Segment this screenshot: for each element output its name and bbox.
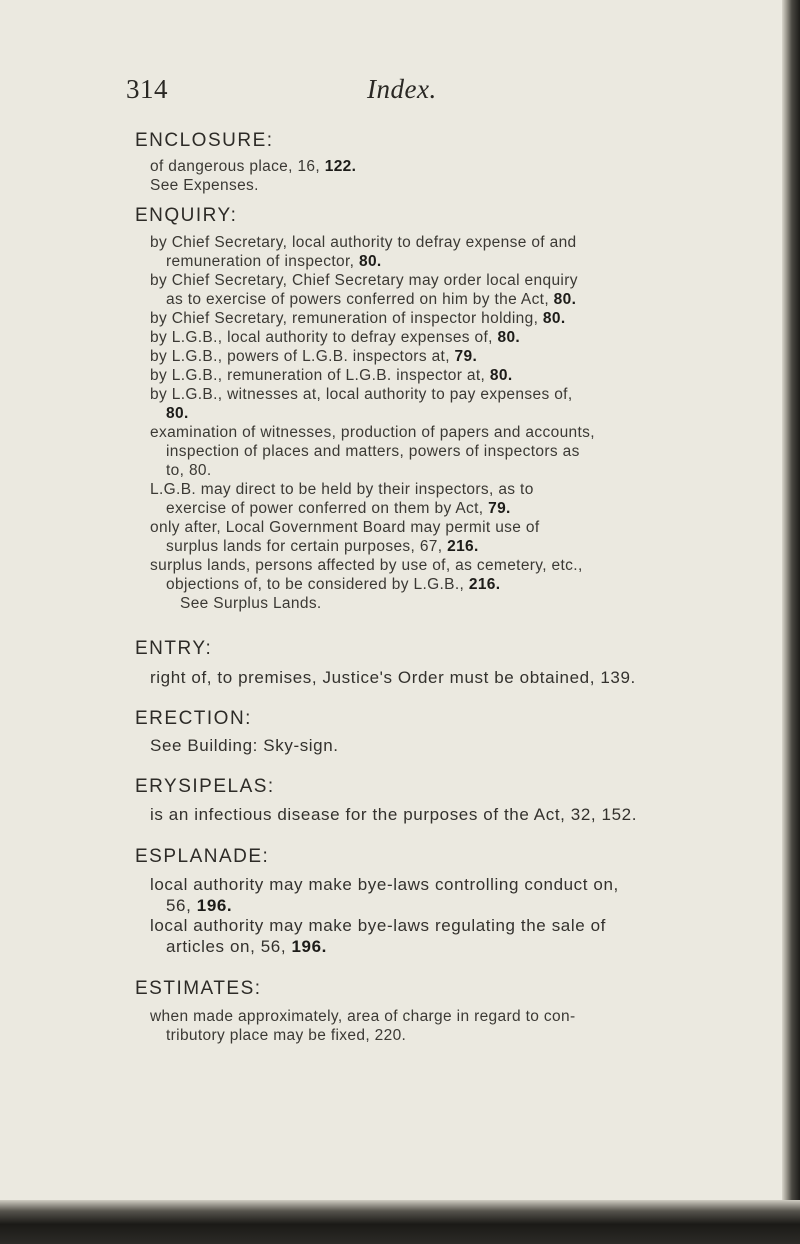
index-entry: as to exercise of powers conferred on him by the Act, 80. xyxy=(166,291,577,308)
index-entry: See Building: Sky-sign. xyxy=(150,736,339,755)
index-entry: See Expenses. xyxy=(150,177,259,194)
index-entry: right of, to premises, Justice's Order must be obtained, 139. xyxy=(150,668,636,687)
section-heading: ERECTION: xyxy=(135,708,252,729)
index-entry: by Chief Secretary, Chief Secretary may order local enquiry xyxy=(150,272,578,289)
section-heading: ERYSIPELAS: xyxy=(135,776,275,797)
index-entry: examination of witnesses, production of papers and accounts, xyxy=(150,424,595,441)
index-entry: of dangerous place, 16, 122. xyxy=(150,158,357,175)
index-entry: by L.G.B., local authority to defray expenses of, 80. xyxy=(150,329,521,346)
index-entry: by Chief Secretary, local authority to defray expense of and xyxy=(150,234,577,251)
section-heading: ESPLANADE: xyxy=(135,846,270,867)
index-entry: by Chief Secretary, remuneration of inspector holding, 80. xyxy=(150,310,566,327)
index-entry: surplus lands for certain purposes, 67, 216. xyxy=(166,538,479,555)
index-entry: articles on, 56, 196. xyxy=(166,937,327,956)
index-entry: 56, 196. xyxy=(166,896,233,915)
index-entry: by L.G.B., remuneration of L.G.B. inspector at, 80. xyxy=(150,367,513,384)
index-entry: is an infectious disease for the purposes of the Act, 32, 152. xyxy=(150,805,638,824)
index-entry: surplus lands, persons affected by use of, as cemetery, etc., xyxy=(150,557,583,574)
section-heading: ENQUIRY: xyxy=(135,205,238,226)
index-entry: to, 80. xyxy=(166,462,212,479)
page-number: 314 xyxy=(126,74,168,104)
page-edge-bottom xyxy=(0,1200,800,1244)
section-heading: ESTIMATES: xyxy=(135,978,262,999)
section-heading: ENCLOSURE: xyxy=(135,130,274,151)
page-edge-right xyxy=(782,0,800,1244)
index-entry: inspection of places and matters, powers of inspectors as xyxy=(166,443,580,460)
index-entry: local authority may make bye-laws regulating the sale of xyxy=(150,916,606,935)
index-entry: See Surplus Lands. xyxy=(180,595,322,612)
index-entry: remuneration of inspector, 80. xyxy=(166,253,382,270)
index-entry: local authority may make bye-laws controlling conduct on, xyxy=(150,875,619,894)
index-entry: tributory place may be fixed, 220. xyxy=(166,1027,407,1044)
running-title: Index. xyxy=(367,74,437,104)
index-entry: objections of, to be considered by L.G.B., 216. xyxy=(166,576,501,593)
page-header xyxy=(0,74,782,114)
index-entry: L.G.B. may direct to be held by their inspectors, as to xyxy=(150,481,534,498)
index-entry: when made approximately, area of charge in regard to con- xyxy=(150,1008,576,1025)
index-entry: only after, Local Government Board may permit use of xyxy=(150,519,540,536)
index-entry: by L.G.B., witnesses at, local authority to pay expenses of, xyxy=(150,386,573,403)
index-entry: exercise of power conferred on them by Act, 79. xyxy=(166,500,511,517)
index-entry: 80. xyxy=(166,405,189,422)
index-entry: by L.G.B., powers of L.G.B. inspectors at, 79. xyxy=(150,348,478,365)
section-heading: ENTRY: xyxy=(135,638,213,659)
